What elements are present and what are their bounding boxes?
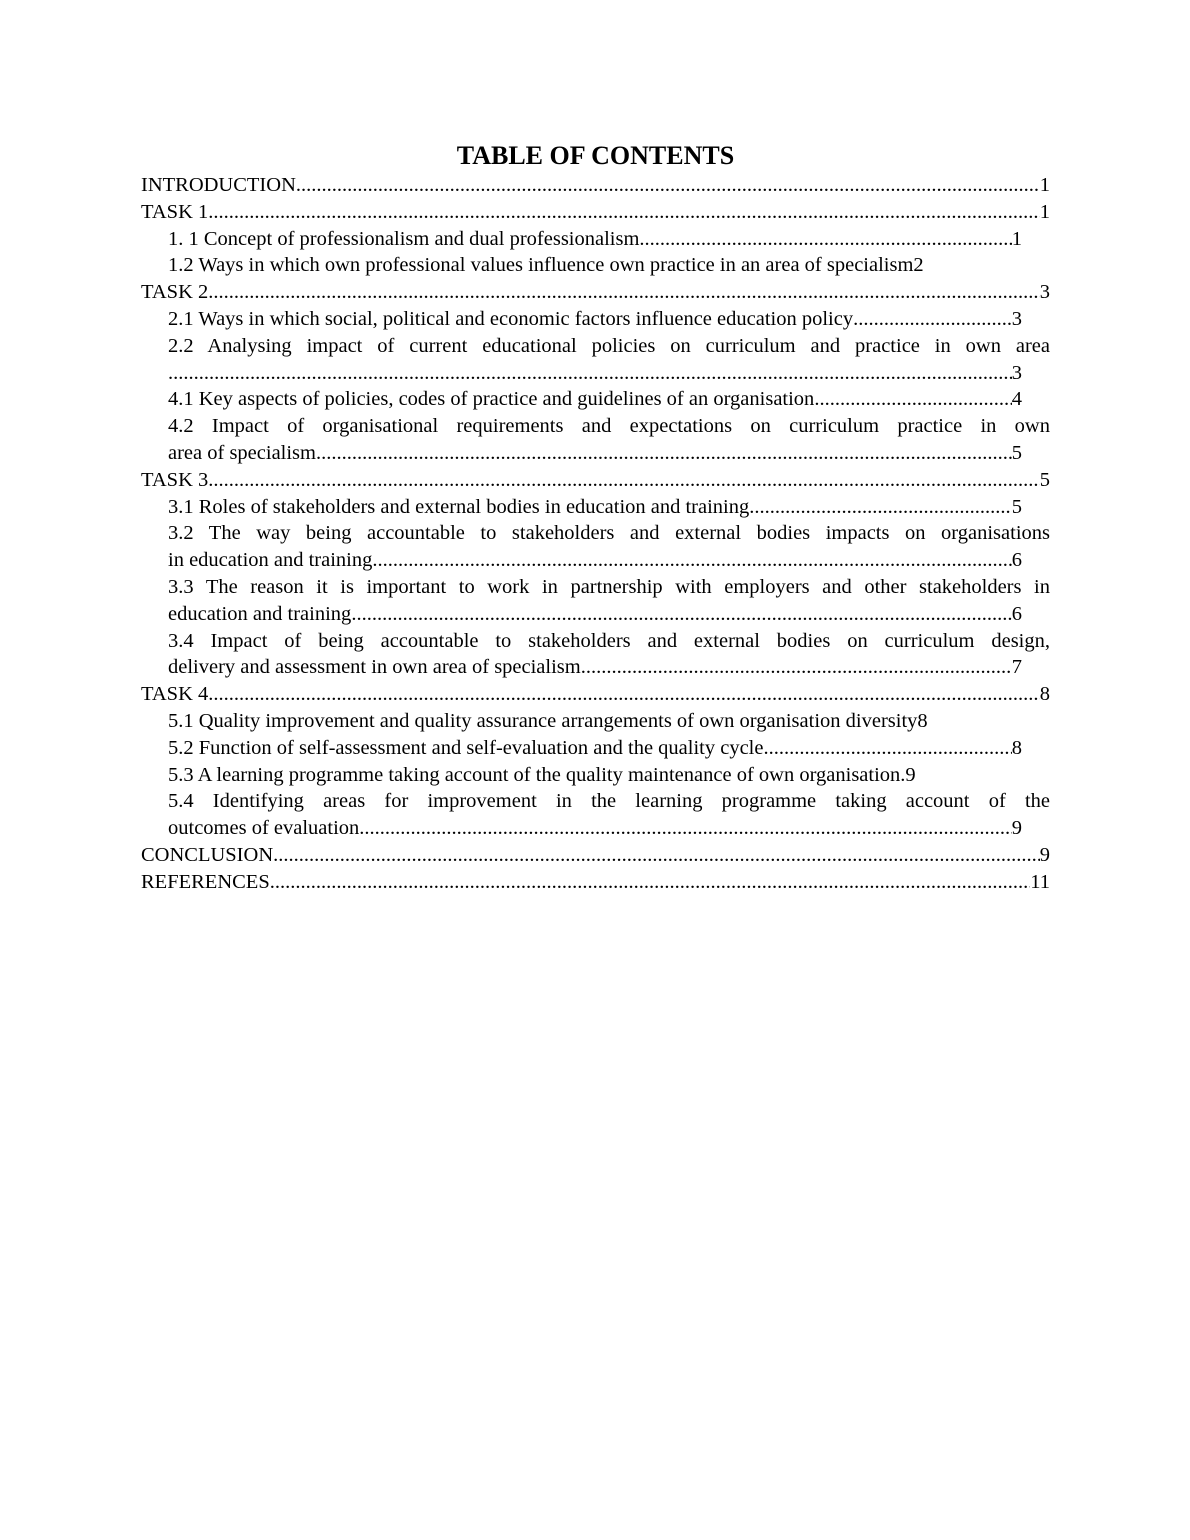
- toc-entry-text: 3.1 Roles of stakeholders and external bodies in education and training: [168, 495, 750, 518]
- toc-entry-task-3[interactable]: [141, 467, 1050, 494]
- toc-entry-text: TASK 2: [141, 281, 209, 304]
- toc-leader-dots: [208, 199, 1039, 226]
- toc-leader-dots: [351, 601, 1011, 628]
- toc-title: TABLE OF CONTENTS: [456, 141, 735, 170]
- toc-entry-5-4[interactable]: [168, 788, 1050, 842]
- toc-page-number: 9: [1039, 843, 1050, 866]
- toc-entry-text: INTRODUCTION: [141, 174, 296, 196]
- toc-page-number: 5: [1011, 495, 1022, 518]
- toc-page-number: 1: [1039, 174, 1050, 196]
- toc-page-number: 3: [1039, 281, 1050, 304]
- toc-entry-text-line-1: 3.3 The reason it is important to work in partnership with employers and other stakeholders in: [168, 575, 1050, 598]
- toc-entry-text-line-2: in education and training: [168, 549, 373, 572]
- toc-list: [141, 172, 1050, 896]
- toc-page-number: 4: [1011, 388, 1022, 411]
- toc-entry-1-1[interactable]: [168, 226, 1022, 253]
- toc-page-number: 8: [917, 709, 928, 732]
- toc-page-number: 2: [913, 254, 924, 277]
- toc-leader-dots: [316, 440, 1012, 467]
- toc-entry-text: CONCLUSION: [141, 843, 274, 866]
- toc-entry-text: 2.1 Ways in which social, political and economic factors influence education policy: [168, 307, 854, 330]
- toc-leader-dots: [270, 869, 1031, 896]
- toc-page-number: 1: [1011, 227, 1022, 250]
- toc-entry-5-3[interactable]: [168, 762, 1022, 789]
- toc-page-number: 9: [1011, 817, 1022, 840]
- toc-entry-5-1[interactable]: [168, 708, 1022, 735]
- toc-entry-task-4[interactable]: [141, 681, 1050, 708]
- toc-page-number: 8: [1039, 683, 1050, 706]
- toc-entry-text: REFERENCES: [141, 870, 270, 893]
- toc-entry-text-line-2: delivery and assessment in own area of specialism: [168, 656, 581, 679]
- toc-page-number: 6: [1011, 602, 1022, 625]
- toc-entry-conclusion[interactable]: [141, 842, 1050, 869]
- toc-entry-text: 5.3 A learning programme taking account of the quality maintenance of own organisation.: [168, 763, 906, 786]
- toc-entry-text: 5.1 Quality improvement and quality assurance arrangements of own organisation diversity: [168, 709, 918, 732]
- toc-entry-2-1[interactable]: [168, 306, 1022, 333]
- toc-page-number: 7: [1011, 656, 1022, 679]
- toc-entry-text: TASK 4: [141, 683, 209, 706]
- toc-entry-text-line-2: area of specialism: [168, 441, 316, 464]
- toc-leader-dots: [273, 842, 1040, 869]
- toc-leader-dots: [296, 172, 1040, 199]
- toc-entry-4-1[interactable]: [168, 386, 1022, 413]
- toc-leader-dots: [208, 681, 1039, 708]
- toc-entry-1-2[interactable]: [168, 252, 1022, 279]
- toc-entry-task-2[interactable]: [141, 279, 1050, 306]
- toc-entry-4-2[interactable]: [168, 413, 1050, 467]
- toc-leader-dots: [208, 279, 1039, 306]
- toc-page-number: 6: [1011, 549, 1022, 572]
- toc-leader-dots: [359, 815, 1011, 842]
- toc-entry-text-line-2: education and training: [168, 602, 352, 625]
- toc-page-number: 9: [905, 763, 916, 786]
- toc-entry-text-line-2: outcomes of evaluation: [168, 817, 360, 840]
- toc-leader-dots: [581, 654, 1012, 681]
- toc-page-number: 3: [1011, 361, 1022, 384]
- toc-entry-text: 1.2 Ways in which own professional values influence own practice in an area of specialism: [168, 254, 914, 277]
- toc-page-number: 8: [1011, 736, 1022, 759]
- toc-leader-dots: [749, 494, 1012, 521]
- toc-leader-dots: [853, 306, 1012, 333]
- toc-entry-2-2[interactable]: [168, 333, 1050, 387]
- toc-page-number: 1: [1039, 200, 1050, 223]
- toc-entry-5-2[interactable]: [168, 735, 1022, 762]
- toc-entry-3-4[interactable]: [168, 628, 1050, 682]
- toc-page-number: 5: [1011, 441, 1022, 464]
- toc-page-number: 5: [1039, 468, 1050, 491]
- toc-entry-3-3[interactable]: [168, 574, 1050, 628]
- toc-leader-dots: [168, 360, 1012, 387]
- toc-leader-dots: [814, 386, 1011, 413]
- toc-entry-3-2[interactable]: [168, 520, 1050, 574]
- toc-entry-text: 1. 1 Concept of professionalism and dual professionalism: [168, 227, 640, 250]
- toc-entry-text-line-1: 3.4 Impact of being accountable to stakeholders and external bodies on curriculum design,: [168, 629, 1050, 652]
- toc-entry-text-line-1: 5.4 Identifying areas for improvement in the learning programme taking account of the: [168, 790, 1050, 813]
- toc-leader-dots: [372, 547, 1011, 574]
- toc-entry-text: TASK 1: [141, 200, 209, 223]
- toc-entry-text-line-1: 2.2 Analysing impact of current educational policies on curriculum and practice in own area: [168, 334, 1050, 357]
- toc-entry-task-1[interactable]: [141, 199, 1050, 226]
- toc-entry-3-1[interactable]: [168, 494, 1022, 521]
- toc-entry-introduction[interactable]: [141, 172, 1050, 199]
- toc-page-number: 11: [1030, 870, 1050, 893]
- toc-leader-dots: [639, 226, 1011, 253]
- toc-entry-text: TASK 3: [141, 468, 209, 491]
- toc-leader-dots: [763, 735, 1011, 762]
- toc-page-number: 3: [1011, 307, 1022, 330]
- toc-entry-text-line-1: 3.2 The way being accountable to stakeholders and external bodies impacts on organisations: [168, 522, 1050, 545]
- toc-entry-text: 5.2 Function of self-assessment and self-evaluation and the quality cycle: [168, 736, 764, 759]
- table-of-contents: [141, 140, 1050, 896]
- toc-leader-dots: [208, 467, 1039, 494]
- toc-entry-text-line-1: 4.2 Impact of organisational requirements and expectations on curriculum practice in own: [168, 415, 1050, 438]
- toc-entry-text: 4.1 Key aspects of policies, codes of practice and guidelines of an organisation: [168, 388, 815, 411]
- toc-entry-references[interactable]: [141, 869, 1050, 896]
